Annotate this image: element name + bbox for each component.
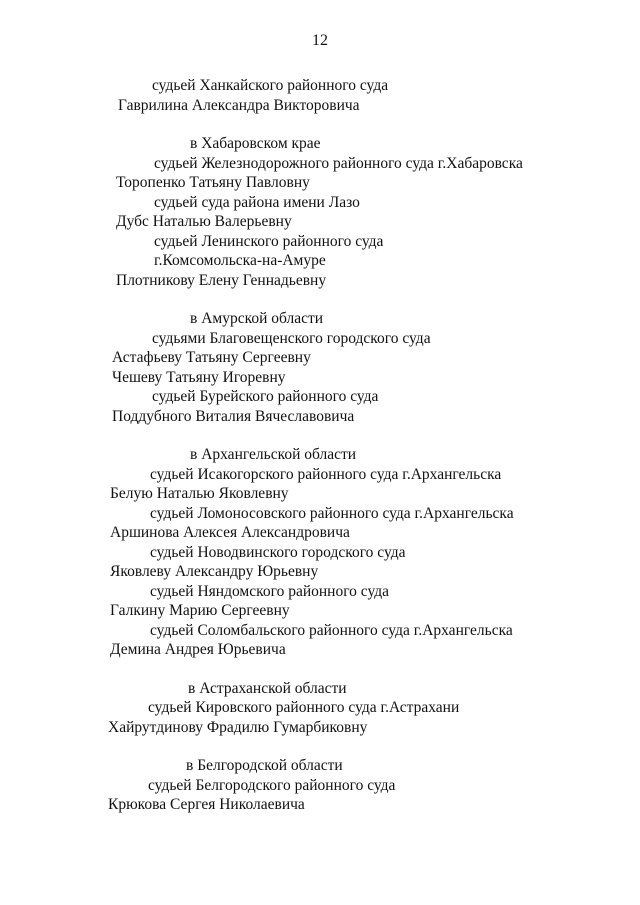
judge-name: Яковлеву Александру Юрьевну — [110, 563, 319, 580]
court-line: судьей Кировского районного суда г.Астрахани — [148, 699, 460, 716]
court-line: судьей Исакогорского районного суда г.Архангельска — [150, 465, 502, 483]
judge-name: Крюкова Сергея Николаевича — [108, 796, 305, 813]
court-line: судьей Бурейского районного суда — [152, 388, 379, 405]
court-line: судьей Няндомского районного суда — [150, 582, 390, 600]
court-line-continuation: г.Комсомольска-на-Амуре — [154, 252, 326, 269]
court-line: судьей Ленинского районного суда — [154, 232, 384, 250]
court-line: судьей Ханкайского районного суда — [152, 77, 389, 94]
judge-name: Белую Наталью Яковлевну — [110, 485, 289, 502]
judge-name: Астафьеву Татьяну Сергеевну — [112, 349, 311, 366]
page-number: 12 — [312, 32, 328, 49]
court-line: судьей Ломоносовского районного суда г.Архангельска — [150, 504, 514, 522]
judge-name: Дубс Наталью Валерьевну — [116, 213, 292, 230]
court-line: судьями Благовещенского городского суда — [152, 329, 431, 347]
judge-name: Поддубного Виталия Вячеславовича — [112, 407, 355, 425]
court-line: судьей суда района имени Лазо — [154, 193, 360, 211]
judge-name: Аршинова Алексея Александровича — [110, 524, 350, 541]
region-heading: в Архангельской области — [190, 446, 357, 463]
region-heading: в Амурской области — [190, 310, 324, 327]
judge-name: Хайрутдинову Фрадилю Гумарбиковну — [108, 718, 368, 736]
court-line: судьей Соломбальского районного суда г.Архангельска — [150, 621, 513, 639]
judge-name: Чешеву Татьяну Игоревну — [112, 368, 286, 386]
document-body — [0, 76, 640, 815]
court-line: судьей Белгородского районного суда — [148, 776, 396, 794]
judge-name: Гаврилина Александра Викторовича — [118, 96, 360, 114]
judge-name: Торопенко Татьяну Павловну — [116, 174, 310, 191]
judge-name: Демина Андрея Юрьевича — [110, 641, 286, 658]
region-heading: в Хабаровском крае — [190, 135, 321, 152]
region-heading: в Астраханской области — [188, 679, 347, 697]
court-line: судьей Новодвинского городского суда — [150, 543, 406, 561]
court-line: судьей Железнодорожного районного суда г.Хабаровска — [154, 154, 523, 172]
region-heading: в Белгородской области — [186, 757, 343, 774]
judge-name: Плотникову Елену Геннадьевну — [116, 271, 327, 289]
judge-name: Галкину Марию Сергеевну — [110, 602, 290, 619]
